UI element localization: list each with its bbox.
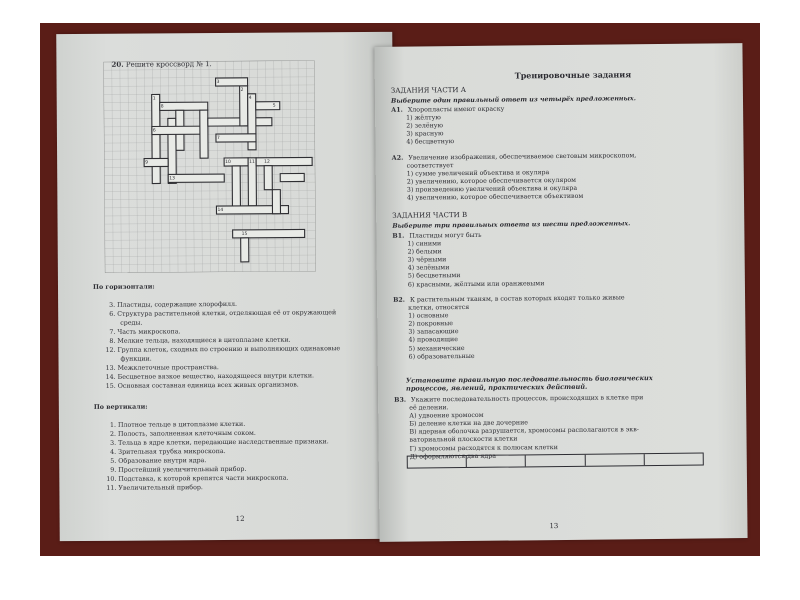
option: 2) покровные: [408, 320, 454, 328]
option: 2) увеличению, которое обеспечивается окуляром: [406, 177, 577, 186]
option: 1) сумме увеличений объектива и окуляра: [406, 169, 550, 178]
option: 4) увеличению, которое обеспечивается объективом: [406, 193, 584, 203]
option: 3) запасающие: [408, 328, 459, 336]
question-a2: [392, 152, 637, 203]
crossword-number: 11: [249, 159, 255, 165]
crossword-number: 4: [248, 95, 252, 101]
option: ваториальной плоскости клетки: [409, 435, 518, 445]
page-number-left: 12: [235, 514, 245, 523]
option: 3) красную: [406, 130, 444, 138]
options: [407, 168, 637, 203]
clue-item: 13. Межклеточные пространства.: [105, 364, 219, 372]
option: В) ядерная оболочка разрушается, хромосомы располагаются в экв-: [409, 426, 639, 436]
page-title: Тренировочные задания: [514, 69, 632, 81]
question-label: А2.: [391, 154, 404, 162]
question-text: Хлоропласты имеют окраску: [407, 105, 505, 114]
question-b2: [393, 294, 625, 361]
option: 1) синими: [407, 240, 442, 248]
options: [408, 311, 625, 362]
answer-cell[interactable]: [408, 456, 467, 468]
crossword-number: 14: [217, 208, 224, 214]
instruction-line: процессов, явлений, практических действий.: [405, 382, 588, 393]
options: [407, 239, 544, 289]
option: 2) белыми: [407, 248, 442, 256]
clue-item: 8. Мелкие тельца, находящиеся в цитоплазме клетки.: [109, 336, 291, 345]
question-label: В3.: [394, 396, 407, 404]
question-text: Пластиды могут быть: [409, 231, 482, 240]
option: Г) хромосомы расходятся к полюсам клетки: [409, 443, 558, 453]
question-text: клетки, относятся: [408, 304, 470, 312]
question-label: В1.: [392, 232, 405, 240]
question-text: Укажите последовательность процессов, происходящих в клетке при: [411, 394, 644, 404]
sequence-instruction: [406, 374, 653, 393]
answer-cell[interactable]: [526, 455, 585, 467]
clue-item: 1. Плотное тельце в цитоплазме клетки.: [109, 420, 246, 429]
clue-item: 9. Простейший увеличительный прибор.: [110, 465, 247, 474]
clue-item: 10. Подставка, к которой крепятся части микроскопа.: [106, 474, 289, 483]
question-label: В2.: [393, 296, 406, 304]
answer-cell[interactable]: [467, 455, 526, 467]
answer-cell[interactable]: [585, 454, 644, 466]
question-b3: [394, 394, 644, 461]
option: Д) оформляются два ядра: [409, 452, 497, 461]
options: [406, 114, 505, 147]
option: 5) бесцветными: [407, 272, 461, 281]
crossword-number: 12: [264, 159, 270, 165]
crossword-number: 10: [225, 159, 231, 166]
option: Б) деление клетки на две дочерние: [409, 419, 529, 428]
question-b1: [392, 231, 544, 289]
crossword-number: 1: [152, 96, 156, 102]
crossword-grid: [103, 60, 315, 272]
option: 1) жёлтую: [406, 114, 441, 122]
question-label: А1.: [391, 106, 403, 114]
crossword-number: 15: [241, 231, 248, 237]
option: 4) бесцветную: [406, 138, 455, 146]
vertical-heading: По вертикали:: [93, 403, 148, 411]
clue-item: функции.: [120, 355, 152, 363]
option: 6) образовательные: [408, 352, 475, 361]
clue-item: 2. Полость, заполненная клеточным соком.: [110, 429, 256, 438]
clue-item: 4. Зрительная трубка микроскопа.: [110, 448, 226, 456]
crossword-number: 13: [169, 176, 175, 182]
option: 1) основные: [408, 312, 449, 320]
horizontal-heading: По горизонтали:: [92, 283, 155, 291]
clue-item: 14. Бесцветное вязкое вещество, находящееся внутри клетки.: [105, 372, 315, 381]
left-page: [56, 32, 396, 541]
crossword-number: 2: [240, 87, 244, 93]
clue-item: 15. Основная составная единица всех живых организмов.: [105, 381, 299, 390]
clue-item: 6. Структура растительной клетки, отделяющая её от окружающей: [109, 309, 337, 318]
question-text: Увеличение изображения, обеспечиваемое световым микроскопом,: [408, 152, 637, 162]
answer-cell[interactable]: [645, 454, 703, 466]
clue-item: среды.: [120, 319, 143, 327]
option: 2) зелёную: [406, 122, 444, 130]
crossword-number: 6: [152, 128, 156, 134]
photo-background: [40, 23, 760, 556]
crossword-number: 5: [272, 103, 276, 109]
right-page: [374, 43, 747, 542]
clue-item: 12. Группа клеток, сходных по строению и выполняющих одинаковые: [105, 345, 341, 354]
instruction-line: Установите правильную последовательность биологических: [405, 374, 653, 385]
answer-table[interactable]: [407, 453, 704, 469]
option: 4) зелёными: [407, 264, 450, 272]
part-b-instruction: Выберите три правильных ответа из шести предложенных.: [392, 220, 631, 230]
crossword-number: 8: [160, 104, 164, 110]
crossword-number: 7: [216, 136, 220, 142]
clue-item: 5. Образование внутри ядра.: [110, 457, 207, 465]
page-number-right: 13: [549, 522, 559, 531]
crossword-number: 3: [216, 80, 220, 86]
part-b-heading: ЗАДАНИЯ ЧАСТИ В: [392, 210, 468, 220]
option: 3) произведению увеличений объектива и окуляра: [406, 185, 578, 194]
question-a1: [391, 106, 505, 148]
option: 6) красными, жёлтыми или оранжевыми: [407, 279, 545, 289]
question-text: её делении.: [409, 404, 449, 412]
option: 3) чёрными: [407, 256, 447, 264]
question-text: К растительным тканям, в состав которых входят только живые: [409, 294, 625, 304]
clue-item: 3. Пластиды, содержащие хлорофилл.: [109, 300, 238, 309]
clue-item: 7. Часть микроскопа.: [109, 328, 181, 336]
question-text: соответствует: [406, 162, 454, 170]
part-a-instruction: Выберите один правильный ответ из четырёх предложенных.: [390, 95, 636, 105]
crossword-number: 9: [145, 160, 149, 166]
option: 4) проводящие: [408, 336, 458, 345]
option: А) удвоение хромосом: [409, 412, 484, 420]
option: 5) механические: [408, 344, 465, 353]
part-a-heading: ЗАДАНИЯ ЧАСТИ А: [390, 85, 467, 95]
clue-item: 3. Тельца в ядре клетки, передающие наследственные признаки.: [110, 438, 329, 447]
clue-item: 11. Увеличительный прибор.: [106, 484, 203, 492]
